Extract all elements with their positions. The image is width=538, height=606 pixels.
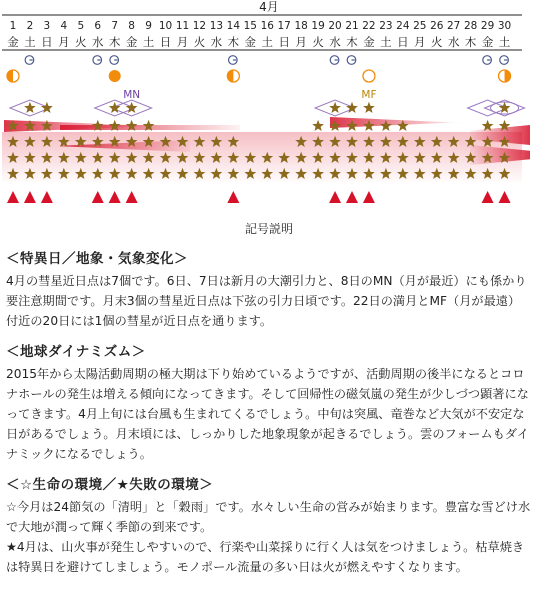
weekday-label: 月 — [414, 35, 426, 49]
section-heading: ＜地球ダイナミズム＞ — [6, 344, 146, 360]
weekday-label: 火 — [312, 35, 324, 49]
calendar-month-title: 4月 — [259, 0, 279, 14]
weekday-label: 日 — [278, 35, 290, 49]
weekday-label: 土 — [498, 35, 511, 49]
day-number: 16 — [260, 20, 274, 32]
weekday-label: 土 — [24, 35, 36, 49]
section-paragraph: 4月の彗星近日点は7個です。6日、7日は新月の大潮引力と、8日のMN（月が最近）にも係かり要注意期間です。月末3個の彗星近日点は下弦の引力日頃です。22日の満月とMF（月が最遠）付近の20日には1個の彗星が近日点を通ります。 — [6, 274, 527, 328]
day-number: 18 — [294, 20, 308, 32]
section-paragraph: ☆今月は24節気の「清明」と「穀雨」です。水々しい生命の営みが始まります。豊富な雪どけ水で大地が潤って輝く季節の到来です。 — [6, 500, 531, 534]
weekday-label: 金 — [481, 35, 494, 49]
section-paragraph: ★4月は、山火事が発生しやすいので、行楽や山菜採りに行く人は気をつけましょう。枯草焼きは特異日を避けてしましょう。モノポール流量の多い日は火が燃えやすくなります。 — [6, 540, 525, 574]
day-number: 29 — [480, 20, 495, 32]
special-day-triangle — [363, 191, 375, 203]
day-number: 23 — [379, 20, 393, 32]
full-moon-icon — [363, 70, 375, 82]
special-day-triangle — [7, 191, 19, 203]
day-number: 27 — [447, 20, 461, 32]
special-day-triangle — [41, 191, 53, 203]
weekday-label: 木 — [227, 35, 240, 49]
weekday-label: 月 — [58, 35, 70, 49]
day-number: 19 — [311, 20, 325, 32]
weekday-label: 日 — [397, 35, 409, 49]
day-number: 15 — [243, 20, 257, 32]
day-number: 6 — [94, 20, 102, 32]
weekday-label: 火 — [75, 35, 87, 49]
weekday-label: 木 — [108, 35, 121, 49]
weekday-label: 水 — [447, 35, 460, 49]
weekday-label: 水 — [329, 35, 341, 49]
day-number: 21 — [345, 20, 359, 32]
weekday-label: 日 — [159, 35, 172, 49]
weekday-label: 金 — [125, 35, 138, 49]
day-number: 20 — [328, 20, 342, 32]
activity-star — [363, 102, 375, 113]
day-number: 1 — [9, 20, 17, 32]
special-day-triangle — [227, 191, 239, 203]
weekday-label: 月 — [176, 35, 189, 49]
weekday-label: 水 — [92, 35, 104, 49]
weekday-label: 金 — [244, 35, 257, 49]
day-number: 14 — [226, 20, 241, 32]
activity-star — [329, 102, 341, 113]
day-number: 24 — [396, 20, 410, 32]
day-number: 10 — [158, 20, 173, 32]
section-heading: ＜☆生命の環境／★失敗の環境＞ — [6, 477, 214, 493]
section-heading: ＜特異日／地象・気象変化＞ — [6, 251, 188, 267]
day-number: 30 — [497, 20, 512, 32]
day-number: 5 — [77, 20, 85, 32]
weekday-label: 木 — [346, 35, 358, 49]
special-day-triangle — [499, 191, 511, 203]
day-number: 22 — [362, 20, 376, 32]
day-number: 12 — [192, 20, 207, 32]
special-day-triangle — [92, 191, 104, 203]
new-moon-icon — [109, 70, 121, 82]
weekday-label: 金 — [363, 35, 375, 49]
weekday-label: 土 — [142, 35, 155, 49]
perigee-label: MN — [123, 89, 141, 101]
activity-star — [312, 120, 324, 131]
day-number: 25 — [413, 20, 427, 32]
weekday-label: 土 — [261, 35, 273, 49]
day-number: 4 — [60, 20, 68, 32]
weekday-label: 水 — [210, 35, 223, 49]
article-body — [6, 248, 532, 577]
section-special-days — [6, 248, 532, 331]
day-number: 3 — [43, 20, 51, 32]
day-number: 2 — [26, 20, 34, 32]
special-day-triangle — [109, 191, 121, 203]
weekday-label: 土 — [380, 35, 392, 49]
special-day-triangle — [24, 191, 36, 203]
apogee-label: MF — [361, 89, 377, 101]
weekday-label: 火 — [193, 35, 206, 49]
special-day-triangle — [346, 191, 358, 203]
special-day-triangle — [126, 191, 138, 203]
day-number: 8 — [128, 20, 135, 32]
weekday-label: 金 — [7, 35, 19, 49]
weekday-label: 日 — [41, 35, 53, 49]
legend-link[interactable]: 記号説明 — [244, 222, 293, 236]
section-paragraph: 2015年から太陽活動周期の極大期は下り始めているようですが、活動周期の後半になるとコロナホールの発生は増える傾向になってきます。そして回帰性の磁気嵐の発生が少しづつ顕著になってきます。4月上旬には台風も生まれてくるでしょう。中旬は突風、竜巻など大気が不安定な日があるでしょう。月末頃には、しっかりした地象現象が起きるでしょう。雲のフォームもダイナミックになるでしょう。 — [6, 367, 529, 461]
special-day-triangle — [329, 191, 341, 203]
day-number: 28 — [463, 20, 478, 32]
day-number: 11 — [175, 20, 190, 32]
day-number: 9 — [145, 20, 152, 32]
special-day-triangle — [482, 191, 494, 203]
day-number: 13 — [209, 20, 224, 32]
event-calendar — [0, 0, 538, 215]
day-number: 26 — [430, 20, 444, 32]
weekday-label: 火 — [431, 35, 443, 49]
day-number: 17 — [277, 20, 291, 32]
weekday-label: 木 — [464, 35, 477, 49]
section-earth-dynamism — [6, 341, 532, 464]
weekday-label: 月 — [295, 35, 307, 49]
section-life-environment — [6, 474, 532, 577]
activity-star — [24, 102, 36, 113]
day-number: 7 — [111, 20, 119, 32]
